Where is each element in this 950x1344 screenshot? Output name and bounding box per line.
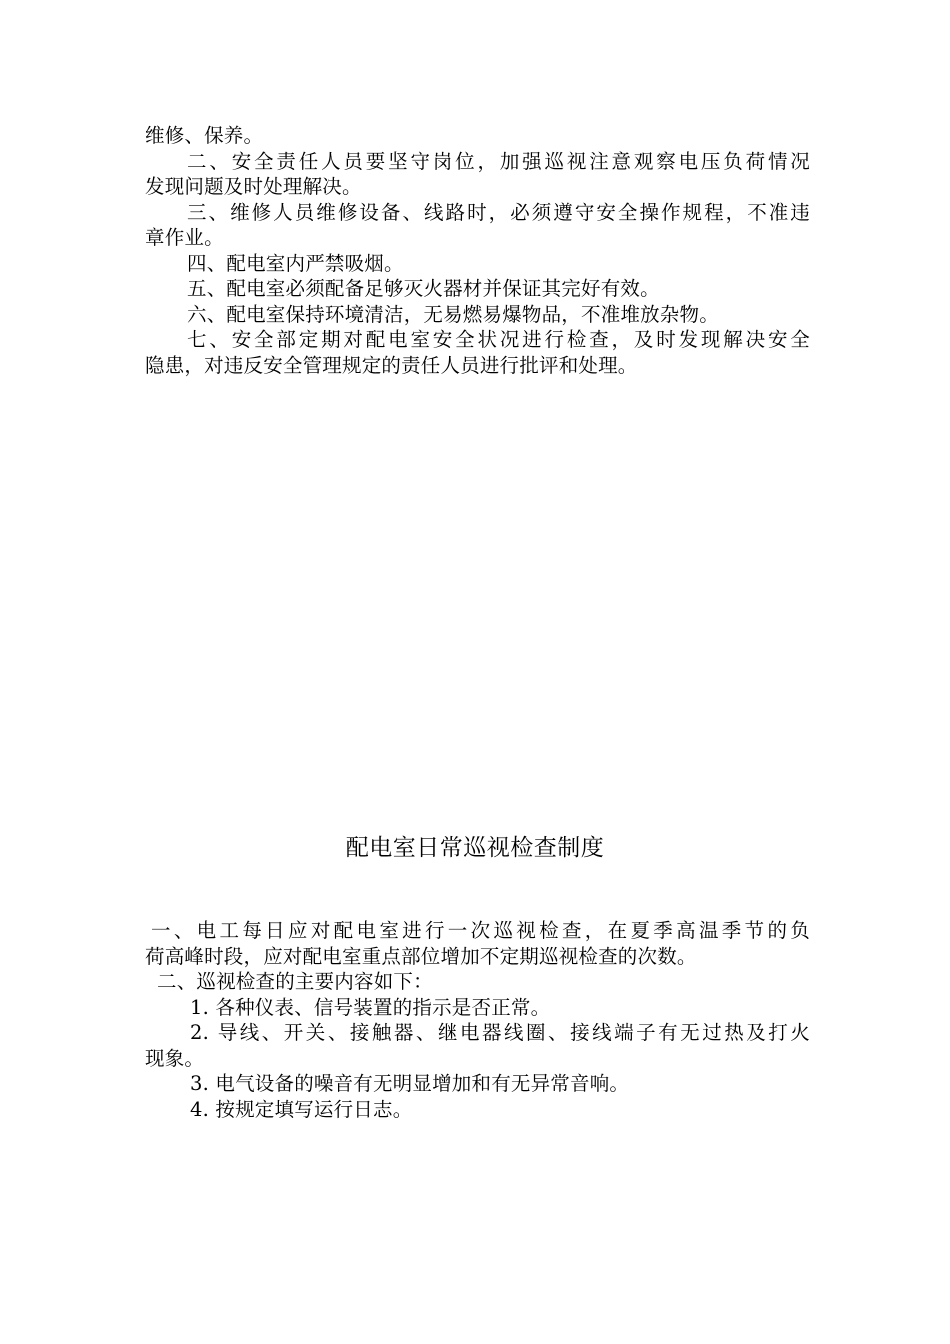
rule-seven-line: 七、安全部定期对配电室安全状况进行检查，及时发现解决安全 bbox=[187, 328, 810, 351]
item-two-line: 二、巡视检查的主要内容如下： bbox=[157, 970, 433, 993]
rule-six-line: 六、配电室保持环境清洁，无易燃易爆物品，不准堆放杂物。 bbox=[187, 302, 719, 326]
section-title: 配电室日常巡视检查制度 bbox=[345, 835, 605, 861]
sub-item-two: 2. 导线、开关、接触器、继电器线圈、接线端子有无过热及打火 bbox=[190, 1021, 810, 1044]
sub-item-three: 3. 电气设备的噪音有无明显增加和有无异常音响。 bbox=[190, 1072, 630, 1095]
paragraph-line: 维修、保养。 bbox=[145, 124, 264, 147]
rule-four-line: 四、配电室内严禁吸烟。 bbox=[187, 251, 404, 275]
rule-three-line: 三、维修人员维修设备、线路时，必须遵守安全操作规程，不准违 bbox=[187, 200, 810, 224]
item-one-line: 一、电工每日应对配电室进行一次巡视检查，在夏季高温季节的负 bbox=[151, 919, 810, 942]
paragraph-line: 隐患，对违反安全管理规定的责任人员进行批评和处理。 bbox=[145, 353, 638, 377]
inspection-section bbox=[145, 918, 810, 1122]
sub-item-four: 4. 按规定填写运行日志。 bbox=[190, 1097, 413, 1121]
sub-item-one: 1. 各种仪表、信号装置的指示是否正常。 bbox=[190, 995, 551, 1019]
paragraph-line: 发现问题及时处理解决。 bbox=[145, 175, 362, 198]
paragraph-line: 荷高峰时段，应对配电室重点部位增加不定期巡视检查的次数。 bbox=[145, 944, 697, 968]
rule-two-line: 二、安全责任人员要坚守岗位，加强巡视注意观察电压负荷情况 bbox=[187, 149, 810, 173]
safety-rules-section bbox=[145, 123, 810, 378]
rule-five-line: 五、配电室必须配备足够灭火器材并保证其完好有效。 bbox=[187, 277, 660, 300]
paragraph-line: 章作业。 bbox=[145, 226, 224, 249]
paragraph-line: 现象。 bbox=[145, 1046, 205, 1070]
